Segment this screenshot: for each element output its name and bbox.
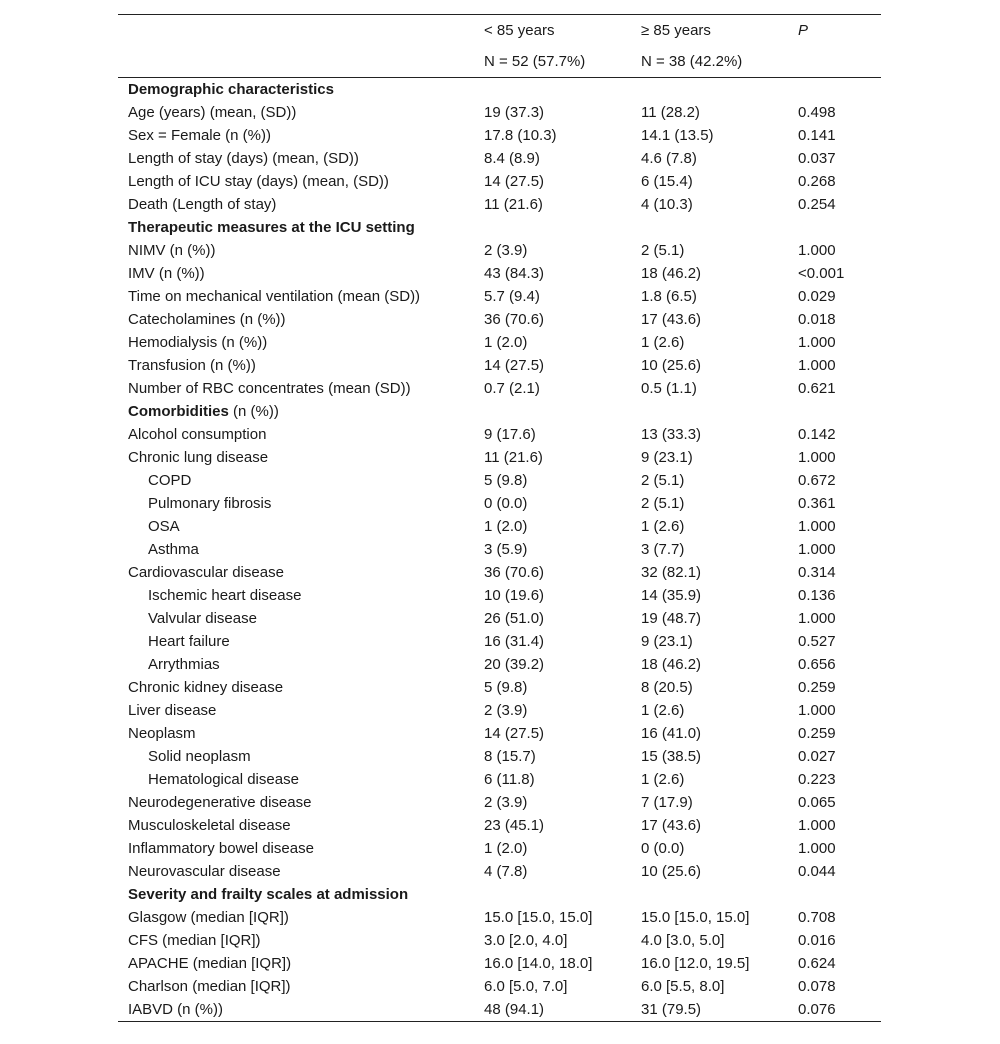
cell-p-value: 1.000 bbox=[798, 817, 836, 834]
cell-p-value: 0.656 bbox=[798, 656, 836, 673]
cell-under-85: 14 (27.5) bbox=[484, 173, 545, 190]
table-row bbox=[118, 469, 881, 492]
row-label: Liver disease bbox=[128, 702, 217, 719]
row-label: Neurovascular disease bbox=[128, 863, 281, 880]
row-label: Transfusion (n (%)) bbox=[128, 357, 256, 374]
cell-p-value: 1.000 bbox=[798, 449, 836, 466]
row-label: Age (years) (mean, (SD)) bbox=[128, 104, 297, 121]
cell-85-plus: 16.0 [12.0, 19.5] bbox=[641, 955, 750, 972]
cell-under-85: 20 (39.2) bbox=[484, 656, 545, 673]
cell-under-85: 26 (51.0) bbox=[484, 610, 545, 627]
section-header-row bbox=[118, 78, 881, 101]
section-label: Severity and frailty scales at admission bbox=[128, 886, 409, 903]
section-suffix: (n (%)) bbox=[228, 403, 279, 420]
row-label: Neoplasm bbox=[128, 725, 196, 742]
section-header-row bbox=[118, 216, 881, 239]
row-label: Glasgow (median [IQR]) bbox=[128, 909, 289, 926]
row-label: Inflammatory bowel disease bbox=[128, 840, 314, 857]
row-label: Heart failure bbox=[148, 633, 230, 650]
section-header-row bbox=[118, 400, 881, 423]
table-body bbox=[118, 78, 881, 1021]
cell-85-plus: 10 (25.6) bbox=[641, 357, 702, 374]
row-label: Number of RBC concentrates (mean (SD)) bbox=[128, 380, 411, 397]
table-row bbox=[118, 492, 881, 515]
table-row bbox=[118, 124, 881, 147]
cell-under-85: 5 (9.8) bbox=[484, 679, 528, 696]
cell-85-plus: 8 (20.5) bbox=[641, 679, 693, 696]
cell-under-85: 2 (3.9) bbox=[484, 794, 528, 811]
cell-under-85: 9 (17.6) bbox=[484, 426, 536, 443]
row-label: APACHE (median [IQR]) bbox=[128, 955, 292, 972]
table-row bbox=[118, 331, 881, 354]
header-85-plus-n: N = 38 (42.2%) bbox=[641, 53, 743, 70]
cell-p-value: 1.000 bbox=[798, 610, 836, 627]
section-title bbox=[128, 883, 408, 906]
cell-under-85: 19 (37.3) bbox=[484, 104, 545, 121]
row-label: Length of ICU stay (days) (mean, (SD)) bbox=[128, 173, 389, 190]
table-row bbox=[118, 377, 881, 400]
table-row bbox=[118, 837, 881, 860]
cell-p-value: 0.498 bbox=[798, 104, 836, 121]
cell-85-plus: 0.5 (1.1) bbox=[641, 380, 697, 397]
cell-p-value: 0.027 bbox=[798, 748, 836, 765]
cell-under-85: 6 (11.8) bbox=[484, 771, 535, 788]
cell-85-plus: 4 (10.3) bbox=[641, 196, 693, 213]
cell-under-85: 14 (27.5) bbox=[484, 725, 545, 742]
cell-85-plus: 4.6 (7.8) bbox=[641, 150, 697, 167]
header-under-85: < 85 years bbox=[484, 22, 555, 39]
row-label: Musculoskeletal disease bbox=[128, 817, 291, 834]
row-label: Asthma bbox=[148, 541, 199, 558]
cell-under-85: 6.0 [5.0, 7.0] bbox=[484, 978, 568, 995]
row-label: Arrythmias bbox=[148, 656, 220, 673]
cell-85-plus: 7 (17.9) bbox=[641, 794, 693, 811]
cell-under-85: 11 (21.6) bbox=[484, 449, 543, 466]
cell-under-85: 16 (31.4) bbox=[484, 633, 545, 650]
row-label: IABVD (n (%)) bbox=[128, 1001, 224, 1018]
cell-85-plus: 2 (5.1) bbox=[641, 495, 685, 512]
cell-85-plus: 1 (2.6) bbox=[641, 771, 685, 788]
table-row bbox=[118, 239, 881, 262]
table-row bbox=[118, 446, 881, 469]
cell-85-plus: 32 (82.1) bbox=[641, 564, 702, 581]
cell-under-85: 2 (3.9) bbox=[484, 242, 528, 259]
cell-p-value: 0.037 bbox=[798, 150, 836, 167]
cell-85-plus: 2 (5.1) bbox=[641, 472, 685, 489]
table-row bbox=[118, 423, 881, 446]
cell-p-value: 0.029 bbox=[798, 288, 836, 305]
table-row bbox=[118, 791, 881, 814]
row-label: Time on mechanical ventilation (mean (SD)) bbox=[128, 288, 421, 305]
table-row bbox=[118, 653, 881, 676]
cell-p-value: 1.000 bbox=[798, 242, 836, 259]
row-label: CFS (median [IQR]) bbox=[128, 932, 261, 949]
row-label: OSA bbox=[148, 518, 180, 535]
row-label: Hematological disease bbox=[148, 771, 299, 788]
cell-under-85: 1 (2.0) bbox=[484, 334, 528, 351]
cell-p-value: 0.076 bbox=[798, 1001, 836, 1018]
cell-under-85: 3 (5.9) bbox=[484, 541, 528, 558]
cell-p-value: 1.000 bbox=[798, 702, 836, 719]
cell-p-value: 0.259 bbox=[798, 679, 836, 696]
cell-85-plus: 17 (43.6) bbox=[641, 311, 702, 328]
table-row bbox=[118, 676, 881, 699]
cell-p-value: 1.000 bbox=[798, 541, 836, 558]
row-label: Death (Length of stay) bbox=[128, 196, 277, 213]
table-row bbox=[118, 699, 881, 722]
cell-p-value: 0.268 bbox=[798, 173, 836, 190]
cell-p-value: 0.361 bbox=[798, 495, 836, 512]
cell-under-85: 23 (45.1) bbox=[484, 817, 545, 834]
cell-under-85: 0 (0.0) bbox=[484, 495, 528, 512]
cell-85-plus: 14.1 (13.5) bbox=[641, 127, 714, 144]
row-label: Charlson (median [IQR]) bbox=[128, 978, 291, 995]
cell-85-plus: 13 (33.3) bbox=[641, 426, 702, 443]
header-under-85-n: N = 52 (57.7%) bbox=[484, 53, 586, 70]
table-row bbox=[118, 515, 881, 538]
table-row bbox=[118, 170, 881, 193]
row-label: Cardiovascular disease bbox=[128, 564, 284, 581]
cell-85-plus: 6.0 [5.5, 8.0] bbox=[641, 978, 725, 995]
table-row bbox=[118, 354, 881, 377]
cell-under-85: 4 (7.8) bbox=[484, 863, 528, 880]
table-row bbox=[118, 975, 881, 998]
cell-under-85: 5.7 (9.4) bbox=[484, 288, 540, 305]
table-row bbox=[118, 262, 881, 285]
cell-p-value: 0.621 bbox=[798, 380, 836, 397]
cell-p-value: 0.708 bbox=[798, 909, 836, 926]
cell-85-plus: 18 (46.2) bbox=[641, 265, 702, 282]
cell-p-value: 1.000 bbox=[798, 518, 836, 535]
cell-p-value: 0.018 bbox=[798, 311, 836, 328]
table-row bbox=[118, 860, 881, 883]
cell-p-value: 0.254 bbox=[798, 196, 836, 213]
cell-85-plus: 9 (23.1) bbox=[641, 449, 693, 466]
cell-p-value: 0.527 bbox=[798, 633, 836, 650]
cell-under-85: 5 (9.8) bbox=[484, 472, 528, 489]
row-label: Sex = Female (n (%)) bbox=[128, 127, 271, 144]
table-row bbox=[118, 147, 881, 170]
table-row bbox=[118, 561, 881, 584]
cell-85-plus: 19 (48.7) bbox=[641, 610, 702, 627]
table-row bbox=[118, 193, 881, 216]
table-row bbox=[118, 607, 881, 630]
header-85-plus: ≥ 85 years bbox=[641, 22, 711, 39]
cell-p-value: <0.001 bbox=[798, 265, 845, 282]
cell-85-plus: 0 (0.0) bbox=[641, 840, 685, 857]
header-row-2 bbox=[118, 46, 881, 77]
cell-85-plus: 1 (2.6) bbox=[641, 702, 685, 719]
header-p-value: P bbox=[798, 22, 809, 39]
row-label: Alcohol consumption bbox=[128, 426, 267, 443]
cell-85-plus: 17 (43.6) bbox=[641, 817, 702, 834]
table-row bbox=[118, 101, 881, 124]
table-row bbox=[118, 814, 881, 837]
cell-under-85: 8 (15.7) bbox=[484, 748, 536, 765]
cell-under-85: 43 (84.3) bbox=[484, 265, 545, 282]
cell-p-value: 0.223 bbox=[798, 771, 836, 788]
table-row bbox=[118, 998, 881, 1021]
cell-under-85: 8.4 (8.9) bbox=[484, 150, 540, 167]
cell-p-value: 0.016 bbox=[798, 932, 836, 949]
bottom-rule bbox=[118, 1021, 881, 1022]
cell-under-85: 10 (19.6) bbox=[484, 587, 545, 604]
cell-p-value: 0.142 bbox=[798, 426, 836, 443]
cell-under-85: 16.0 [14.0, 18.0] bbox=[484, 955, 593, 972]
row-label: Solid neoplasm bbox=[148, 748, 251, 765]
cell-p-value: 0.672 bbox=[798, 472, 836, 489]
row-label: Ischemic heart disease bbox=[148, 587, 302, 604]
cell-under-85: 11 (21.6) bbox=[484, 196, 543, 213]
row-label: Hemodialysis (n (%)) bbox=[128, 334, 268, 351]
row-label: Valvular disease bbox=[148, 610, 257, 627]
cell-85-plus: 14 (35.9) bbox=[641, 587, 702, 604]
cell-p-value: 1.000 bbox=[798, 334, 836, 351]
cell-p-value: 0.314 bbox=[798, 564, 836, 581]
table-row bbox=[118, 538, 881, 561]
cell-85-plus: 11 (28.2) bbox=[641, 104, 700, 121]
row-label: Chronic lung disease bbox=[128, 449, 269, 466]
cell-p-value: 0.065 bbox=[798, 794, 836, 811]
row-label: COPD bbox=[148, 472, 192, 489]
cell-under-85: 0.7 (2.1) bbox=[484, 380, 540, 397]
table-row bbox=[118, 584, 881, 607]
cell-under-85: 2 (3.9) bbox=[484, 702, 528, 719]
table-row bbox=[118, 745, 881, 768]
cell-85-plus: 1 (2.6) bbox=[641, 334, 685, 351]
cell-under-85: 17.8 (10.3) bbox=[484, 127, 557, 144]
row-label: NIMV (n (%)) bbox=[128, 242, 216, 259]
cell-under-85: 1 (2.0) bbox=[484, 518, 528, 535]
row-label: Catecholamines (n (%)) bbox=[128, 311, 286, 328]
cell-p-value: 0.078 bbox=[798, 978, 836, 995]
cell-85-plus: 1 (2.6) bbox=[641, 518, 685, 535]
cell-under-85: 48 (94.1) bbox=[484, 1001, 545, 1018]
cell-under-85: 36 (70.6) bbox=[484, 564, 545, 581]
cell-p-value: 1.000 bbox=[798, 357, 836, 374]
section-label: Comorbidities bbox=[128, 403, 229, 420]
cell-under-85: 1 (2.0) bbox=[484, 840, 528, 857]
section-title bbox=[128, 78, 334, 101]
cell-85-plus: 15 (38.5) bbox=[641, 748, 702, 765]
data-table bbox=[118, 14, 881, 1022]
cell-85-plus: 9 (23.1) bbox=[641, 633, 693, 650]
cell-85-plus: 4.0 [3.0, 5.0] bbox=[641, 932, 725, 949]
cell-85-plus: 18 (46.2) bbox=[641, 656, 702, 673]
cell-85-plus: 1.8 (6.5) bbox=[641, 288, 697, 305]
cell-p-value: 0.624 bbox=[798, 955, 836, 972]
cell-under-85: 14 (27.5) bbox=[484, 357, 545, 374]
header-row-1 bbox=[118, 15, 881, 46]
row-label: IMV (n (%)) bbox=[128, 265, 205, 282]
cell-85-plus: 3 (7.7) bbox=[641, 541, 685, 558]
row-label: Chronic kidney disease bbox=[128, 679, 284, 696]
section-title bbox=[128, 400, 279, 423]
cell-under-85: 15.0 [15.0, 15.0] bbox=[484, 909, 593, 926]
cell-85-plus: 10 (25.6) bbox=[641, 863, 702, 880]
table-row bbox=[118, 722, 881, 745]
section-label: Demographic characteristics bbox=[128, 81, 334, 98]
cell-under-85: 36 (70.6) bbox=[484, 311, 545, 328]
cell-under-85: 3.0 [2.0, 4.0] bbox=[484, 932, 568, 949]
table-row bbox=[118, 929, 881, 952]
cell-p-value: 0.259 bbox=[798, 725, 836, 742]
table-row bbox=[118, 308, 881, 331]
row-label: Length of stay (days) (mean, (SD)) bbox=[128, 150, 359, 167]
table-row bbox=[118, 768, 881, 791]
table-row bbox=[118, 906, 881, 929]
table-row bbox=[118, 630, 881, 653]
cell-p-value: 0.141 bbox=[798, 127, 836, 144]
cell-85-plus: 2 (5.1) bbox=[641, 242, 685, 259]
table-row bbox=[118, 285, 881, 308]
section-title bbox=[128, 216, 415, 239]
cell-85-plus: 15.0 [15.0, 15.0] bbox=[641, 909, 750, 926]
cell-85-plus: 31 (79.5) bbox=[641, 1001, 702, 1018]
section-header-row bbox=[118, 883, 881, 906]
cell-85-plus: 16 (41.0) bbox=[641, 725, 702, 742]
section-label: Therapeutic measures at the ICU setting bbox=[128, 219, 415, 236]
table-row bbox=[118, 952, 881, 975]
row-label: Pulmonary fibrosis bbox=[148, 495, 272, 512]
row-label: Neurodegenerative disease bbox=[128, 794, 312, 811]
cell-p-value: 0.136 bbox=[798, 587, 836, 604]
cell-p-value: 1.000 bbox=[798, 840, 836, 857]
cell-p-value: 0.044 bbox=[798, 863, 836, 880]
cell-85-plus: 6 (15.4) bbox=[641, 173, 693, 190]
